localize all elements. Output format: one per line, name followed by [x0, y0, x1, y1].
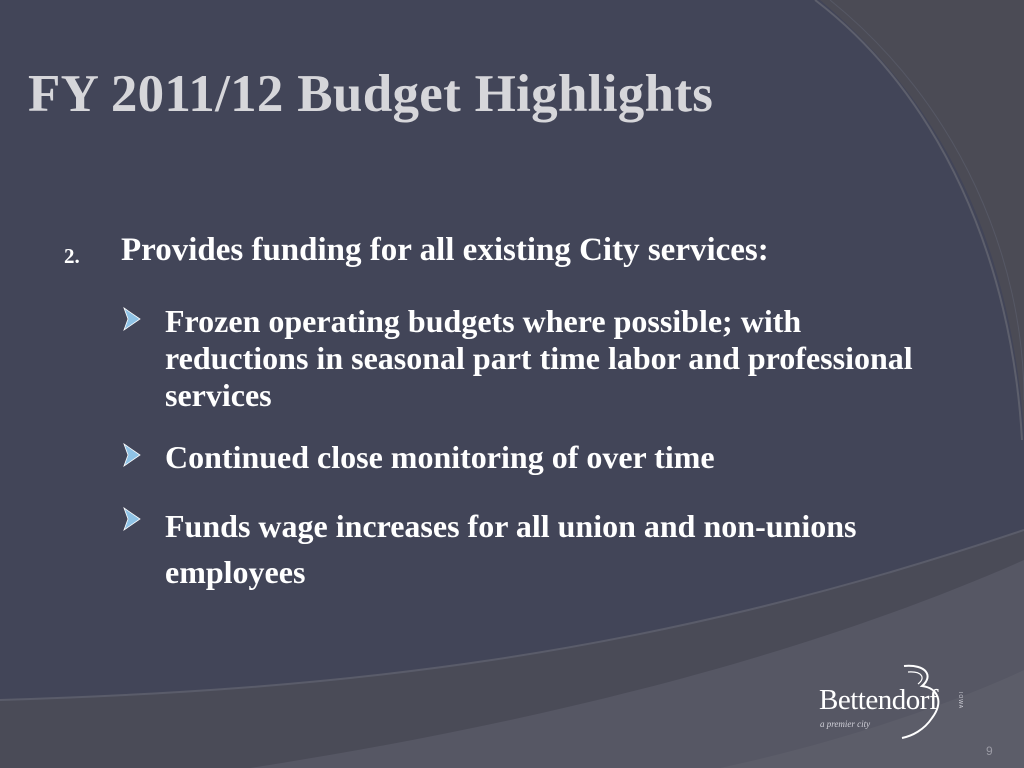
logo-tagline: a premier city	[820, 719, 871, 729]
bullet-text: Continued close monitoring of over time	[165, 439, 715, 475]
item-number: 2.	[64, 244, 80, 268]
bullet-text: Funds wage increases for all union and non-unions employees	[165, 508, 857, 590]
bullet-text: Frozen operating budgets where possible; with reductions in seasonal part time labor and professional services	[165, 303, 913, 413]
arrow-bullet-icon	[117, 441, 145, 469]
item-text: Provides funding for all existing City services:	[121, 232, 769, 268]
page-number: 9	[986, 744, 993, 758]
bettendorf-logo	[814, 662, 974, 742]
logo-wordmark: Bettendorf	[819, 684, 939, 716]
arrow-bullet-icon	[117, 305, 145, 333]
slide-title: FY 2011/12 Budget Highlights	[28, 65, 714, 123]
logo-state: IOWA	[957, 692, 963, 710]
arrow-bullet-icon	[117, 505, 145, 533]
